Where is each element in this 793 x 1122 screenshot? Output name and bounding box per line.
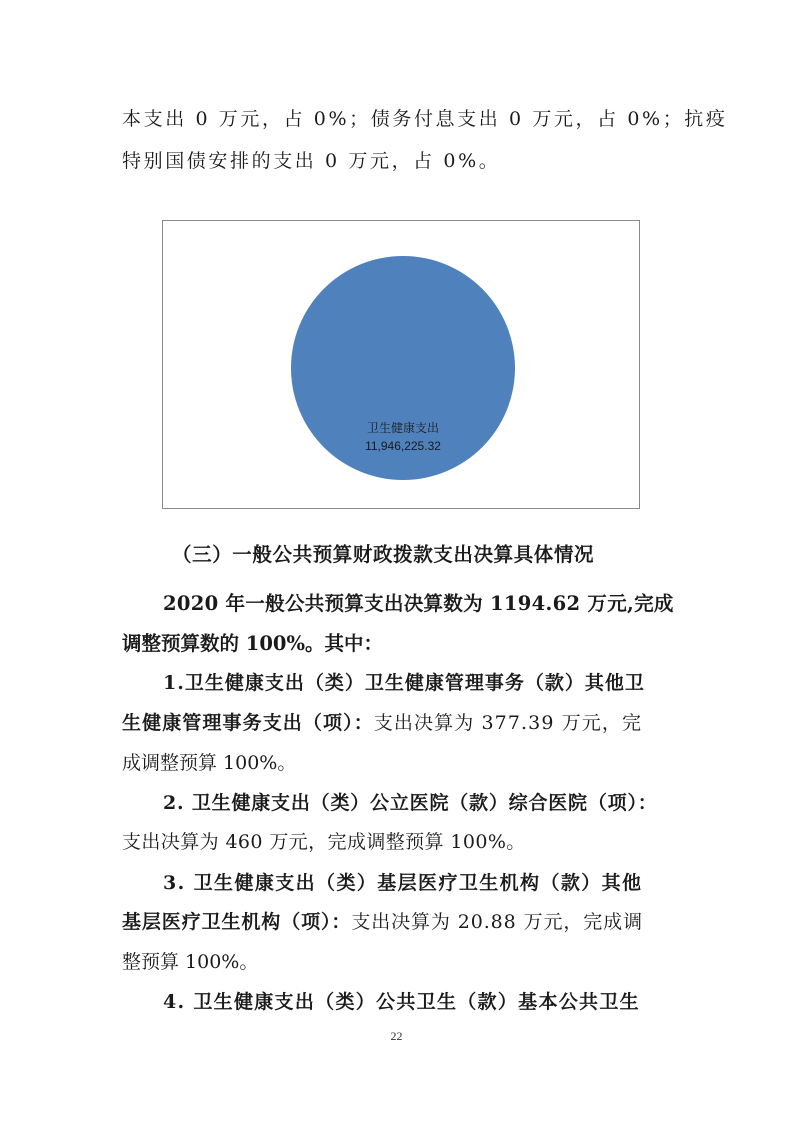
item-2-title: 2. 卫生健康支出（类）公立医院（款）综合医院（项）：	[163, 792, 658, 814]
item-3-line-3: 整预算 100%。	[122, 951, 259, 973]
item-2-text: 支出决算为 460 万元，完成调整预算 100%。	[122, 831, 526, 853]
item-3-line-2	[122, 910, 643, 934]
item-1-text: 支出决算为 377.39 万元，完	[373, 712, 643, 734]
item-1-title-cont: 生健康管理事务支出（项）：	[122, 712, 374, 734]
item-4-title: 4. 卫生健康支出（类）公共卫生（款）基本公共卫生	[163, 991, 640, 1013]
body-text-line: 特别国债安排的支出 0 万元，占 0%。	[122, 150, 501, 172]
body-text-line: 本支出 0 万元，占 0%；债务付息支出 0 万元，占 0%；抗疫	[122, 108, 728, 130]
item-1-title: 1.卫生健康支出（类）卫生健康管理事务（款）其他卫	[163, 672, 645, 694]
pie-chart-canvas	[163, 221, 641, 510]
item-3-text: 支出决算为 20.88 万元，完成调	[351, 911, 643, 933]
item-3-title: 3. 卫生健康支出（类）基层医疗卫生机构（款）其他	[163, 872, 643, 894]
item-1-line-2	[122, 711, 642, 735]
page-number: 22	[390, 1029, 403, 1043]
intro-line: 调整预算数的 100%。其中：	[122, 632, 384, 655]
pie-slice-value-label: 11,946,225.32	[365, 439, 441, 453]
pie-chart	[162, 220, 640, 509]
pie-slice-label: 卫生健康支出	[366, 421, 440, 435]
section-heading: （三）一般公共预算财政拨款支出决算具体情况	[172, 543, 595, 566]
item-3-title-cont: 基层医疗卫生机构（项）：	[122, 911, 352, 933]
item-1-line-3: 成调整预算 100%。	[122, 752, 297, 774]
intro-line: 2020 年一般公共预算支出决算数为 1194.62 万元,完成	[163, 592, 674, 615]
